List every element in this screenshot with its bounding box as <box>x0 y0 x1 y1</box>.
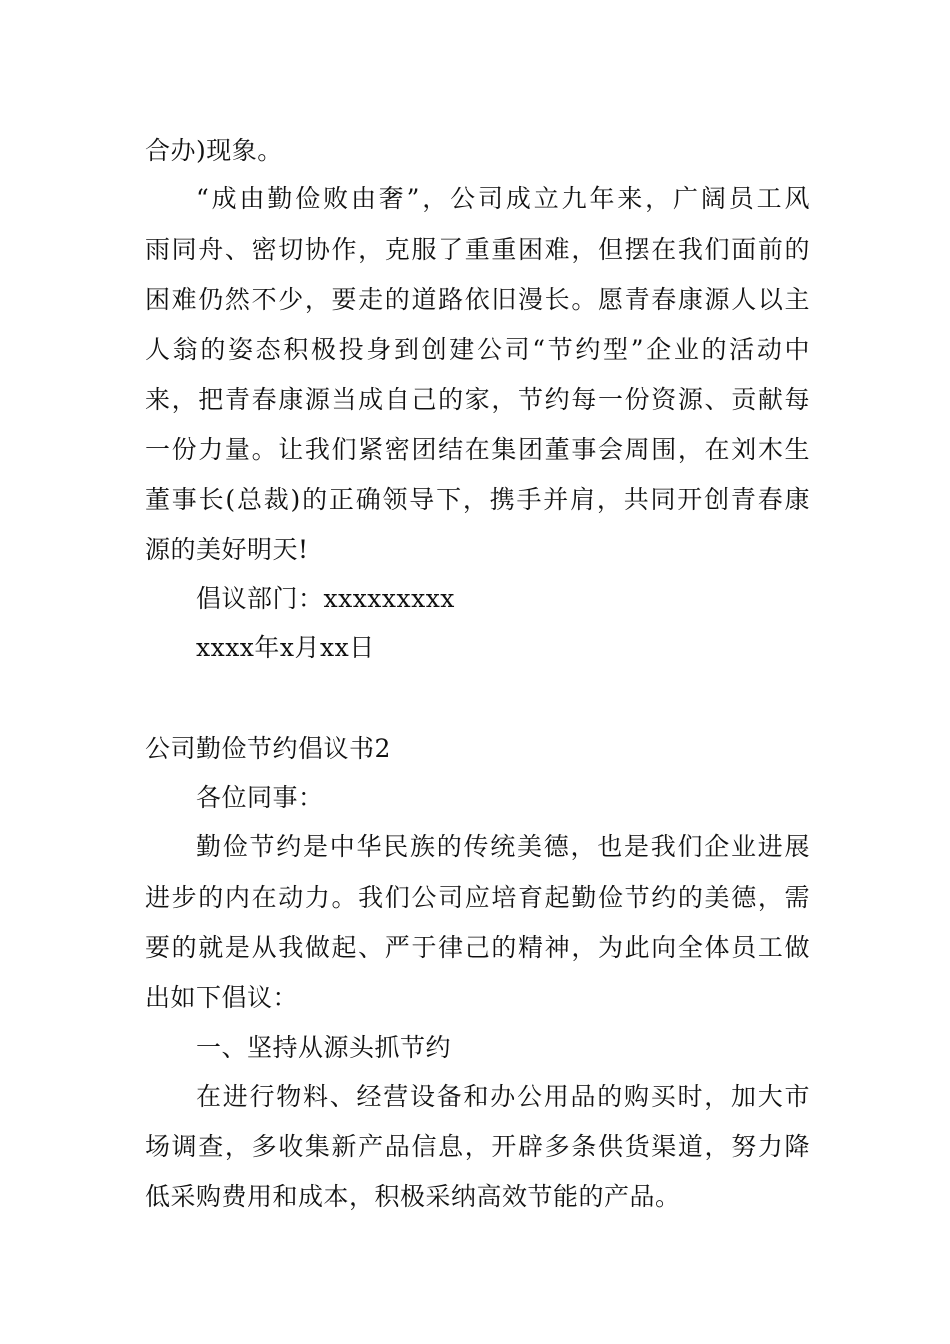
paragraph-first-line: “成由勤俭败由奢”，公司成立九年来，广阔员工风 <box>196 184 810 213</box>
date-line: xxxx年x月xx日 <box>196 633 375 662</box>
text-line: 来，把青春康源当成自己的家，节约每一份资源、贡献每 <box>145 385 810 414</box>
text-line: 人翁的姿态积极投身到创建公司“节约型”企业的活动中 <box>145 335 810 364</box>
text-line: 一份力量。让我们紧密团结在集团董事会周围，在刘木生 <box>145 435 810 464</box>
text-line: 场调查，多收集新产品信息，开辟多条供货渠道，努力降 <box>145 1132 810 1161</box>
text-line: 源的美好明天! <box>145 535 309 564</box>
paragraph-first-line: 在进行物料、经营设备和办公用品的购买时，加大市 <box>196 1082 810 1111</box>
text-line: 要的就是从我做起、严于律己的精神，为此向全体员工做 <box>145 933 810 962</box>
department-line: 倡议部门：xxxxxxxxx <box>196 584 455 613</box>
text-line: 合办)现象。 <box>145 136 283 165</box>
text-line: 董事长(总裁)的正确领导下，携手并肩，共同开创青春康 <box>145 485 810 514</box>
text-line: 进步的内在动力。我们公司应培育起勤俭节约的美德，需 <box>145 883 810 912</box>
text-line: 出如下倡议： <box>145 983 299 1012</box>
section-title: 公司勤俭节约倡议书2 <box>145 734 391 763</box>
text-line: 低采购费用和成本，积极采纳高效节能的产品。 <box>145 1182 681 1211</box>
text-line: 困难仍然不少，要走的道路依旧漫长。愿青春康源人以主 <box>145 285 810 314</box>
subheading: 一、坚持从源头抓节约 <box>196 1033 452 1062</box>
paragraph-first-line: 勤俭节约是中华民族的传统美德，也是我们企业进展 <box>196 832 810 861</box>
text-line: 雨同舟、密切协作，克服了重重困难，但摆在我们面前的 <box>145 235 810 264</box>
salutation: 各位同事： <box>196 783 324 812</box>
